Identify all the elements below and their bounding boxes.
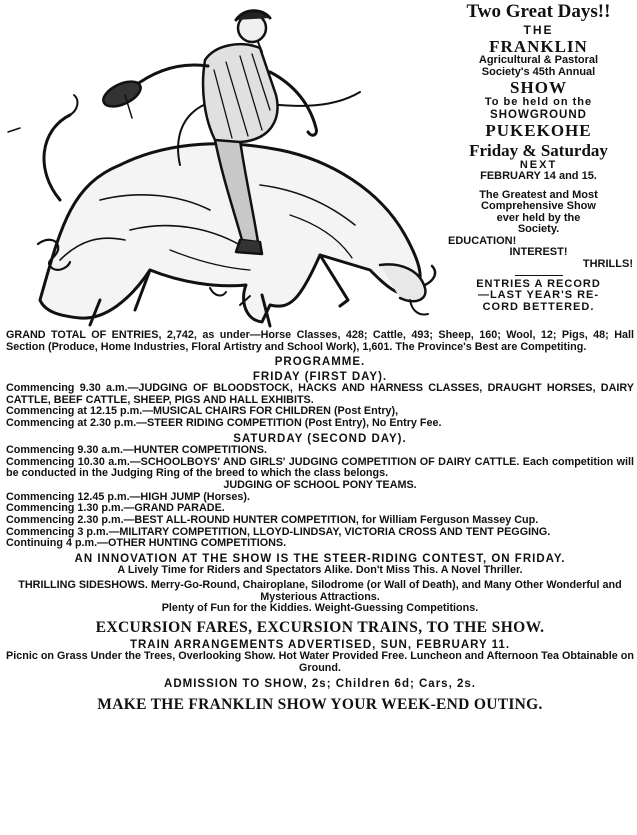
entries-line-1: ENTRIES A RECORD <box>476 277 601 290</box>
steer-tail <box>44 115 70 200</box>
promo-line-4: Society. <box>517 223 560 236</box>
headline-franklin: FRANKLIN <box>489 36 588 56</box>
friday-item-1: Commencing 9.30 a.m.—JUDGING OF BLOODSTOCK, HACKS AND HARNESS CLASSES, DRAUGHT HORSES, DAIRY CATTLE, BEEF CATTLE, SHEEP, PIGS AND HALL EXHIBITS. <box>6 382 634 406</box>
saturday-item-6: Commencing 3 p.m.—MILITARY COMPETITION, LLOYD-LINDSAY, VICTORIA CROSS AND TENT PEGGING. <box>6 525 551 538</box>
headline-pukekohe: PUKEKOHE <box>485 120 592 140</box>
headline-showground: SHOWGROUND <box>490 108 587 121</box>
saturday-item-7: Continuing 4 p.m.—OTHER HUNTING COMPETITIONS. <box>6 537 287 550</box>
friday-item-3: Commencing at 2.30 p.m.—STEER RIDING COMPETITION (Post Entry), No Entry Fee. <box>6 417 442 430</box>
fun-line: Plenty of Fun for the Kiddies. Weight-Guessing Competitions. <box>161 602 479 615</box>
headline-column <box>440 0 637 313</box>
divider-rule <box>515 275 563 276</box>
headline-the: THE <box>523 22 554 37</box>
headline-show: SHOW <box>510 78 567 98</box>
headline-to-be-held: To be held on the <box>484 96 593 109</box>
rider-arm <box>132 65 208 88</box>
promo-interest: INTEREST! <box>509 246 568 259</box>
body-text <box>6 330 634 714</box>
steer-rider-illustration <box>0 0 440 330</box>
sideshows-paragraph: THRILLING SIDESHOWS. Merry-Go-Round, Chairoplane, Silodrome (or Wall of Death), and Many Other Wonderful and Mysterious Attractions. <box>18 579 622 603</box>
headline-society-1: Agricultural & Pastoral <box>478 54 599 67</box>
headline-society-2: Society's 45th Annual <box>481 65 596 78</box>
friday-item-2: Commencing at 12.15 p.m.—MUSICAL CHAIRS FOR CHILDREN (Post Entry), <box>6 405 399 418</box>
grand-total-paragraph: GRAND TOTAL OF ENTRIES, 2,742, as under—Horse Classes, 428; Cattle, 493; Sheep, 160; Wool, 12; Pigs, 48; Hall Section (Produce, Home Industries, Floral Artistry and School Work), 1,601. The Province's Best are Competiting. <box>6 329 634 353</box>
hat-in-hand <box>100 76 145 111</box>
footer-headline: MAKE THE FRANKLIN SHOW YOUR WEEK-END OUTING. <box>97 695 543 713</box>
train-line: TRAIN ARRANGEMENTS ADVERTISED, SUN, FEBRUARY 11. <box>129 638 511 651</box>
saturday-heading: SATURDAY (SECOND DAY). <box>233 432 407 445</box>
pony-teams-line: JUDGING OF SCHOOL PONY TEAMS. <box>223 479 417 492</box>
picnic-paragraph: Picnic on Grass Under the Trees, Overlooking Show. Hot Water Provided Free. Luncheon and Afternoon Tea Obtainable on Ground. <box>6 650 634 674</box>
saturday-item-2: Commencing 10.30 a.m.—SCHOOLBOYS' AND GIRLS' JUDGING COMPETITION OF DAIRY CATTLE. Each competition will be conducted in the Judging Ring of the breed to which the class belongs. <box>6 455 634 480</box>
promo-education: EDUCATION! <box>448 234 517 247</box>
saturday-item-3: Commencing 12.45 p.m.—HIGH JUMP (Horses). <box>6 490 250 503</box>
promo-line-3: ever held by the <box>496 211 581 224</box>
friday-heading: FRIDAY (FIRST DAY). <box>252 370 388 383</box>
entries-line-3: CORD BETTERED. <box>482 300 595 313</box>
promo-line-1: The Greatest and Most <box>479 188 598 201</box>
promo-thrills: THRILLS! <box>582 257 633 270</box>
headline-days: Friday & Saturday <box>469 140 608 160</box>
saturday-item-1: Commencing 9.30 a.m.—HUNTER COMPETITIONS. <box>6 444 267 457</box>
saturday-item-4: Commencing 1.30 p.m.—GRAND PARADE. <box>6 502 225 515</box>
headline-two-great-days: Two Great Days!! <box>466 1 611 22</box>
innovation-line: AN INNOVATION AT THE SHOW IS THE STEER-RIDING CONTEST, ON FRIDAY. <box>74 553 566 566</box>
programme-heading: PROGRAMME. <box>274 356 366 369</box>
headline-next: NEXT <box>519 158 558 171</box>
promo-line-2: Comprehensive Show <box>481 200 596 213</box>
admission-line: ADMISSION TO SHOW, 2s; Children 6d; Cars, 2s. <box>164 677 476 690</box>
headline-dates: FEBRUARY 14 and 15. <box>480 170 597 183</box>
excursion-headline: EXCURSION FARES, EXCURSION TRAINS, TO THE SHOW. <box>95 619 545 637</box>
entries-line-2: —LAST YEAR'S RE- <box>477 289 600 302</box>
saturday-item-5: Commencing 2.30 p.m.—BEST ALL-ROUND HUNTER COMPETITION, for William Ferguson Massey Cup. <box>6 514 539 527</box>
lively-line: A Lively Time for Riders and Spectators Alike. Don't Miss This. A Novel Thriller. <box>117 564 523 577</box>
